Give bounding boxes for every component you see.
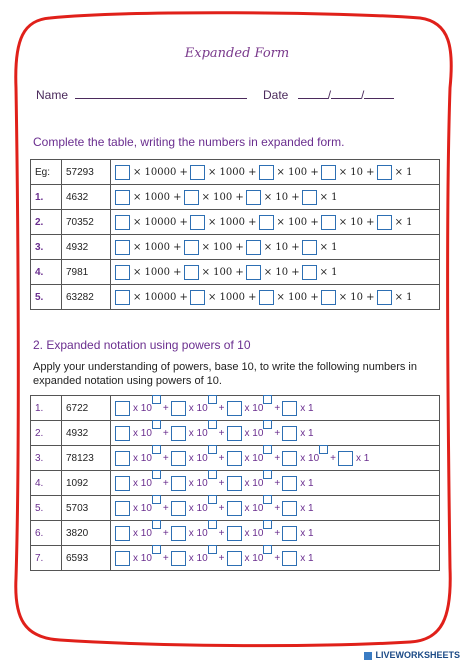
plus-sign: +	[162, 477, 169, 489]
date-day-line[interactable]	[298, 88, 328, 99]
term-operator: × 1	[319, 191, 338, 203]
table-row	[31, 546, 440, 571]
answer-box[interactable]	[282, 501, 297, 516]
power-base-text: x 10	[133, 502, 152, 514]
answer-box[interactable]	[282, 451, 297, 466]
row-number: 5703	[62, 496, 111, 521]
answer-box[interactable]	[321, 290, 336, 305]
exponent-box[interactable]	[152, 445, 161, 454]
power-of-ten	[133, 478, 152, 489]
row-number: 4632	[62, 185, 111, 210]
plus-sign: +	[274, 527, 281, 539]
answer-box[interactable]	[282, 551, 297, 566]
plus-sign: +	[274, 552, 281, 564]
term-operator: × 10 +	[263, 266, 300, 278]
power-of-ten	[133, 453, 152, 464]
power-of-ten	[300, 453, 319, 464]
exponent-box[interactable]	[208, 470, 217, 479]
answer-box[interactable]	[246, 240, 261, 255]
table-row	[31, 521, 440, 546]
answer-box[interactable]	[115, 501, 130, 516]
answer-box[interactable]	[338, 451, 353, 466]
answer-box[interactable]	[171, 551, 186, 566]
table-row	[31, 185, 440, 210]
exponent-box[interactable]	[152, 420, 161, 429]
plus-sign: +	[162, 452, 169, 464]
answer-box[interactable]	[227, 451, 242, 466]
answer-box[interactable]	[184, 190, 199, 205]
row-expansion	[111, 446, 440, 471]
row-expansion	[111, 421, 440, 446]
power-base-text: x 10	[133, 402, 152, 414]
ones-term: x 1	[300, 552, 314, 564]
power-of-ten	[133, 528, 152, 539]
row-number: 3820	[62, 521, 111, 546]
row-expansion	[111, 285, 440, 310]
row-label: 2.	[31, 421, 62, 446]
row-label: 3.	[31, 235, 62, 260]
answer-box[interactable]	[302, 265, 317, 280]
plus-sign: +	[218, 477, 225, 489]
section1-heading: Complete the table, writing the numbers in expanded form.	[33, 135, 345, 149]
answer-box[interactable]	[115, 190, 130, 205]
answer-box[interactable]	[227, 526, 242, 541]
term-operator: × 10 +	[263, 191, 300, 203]
row-expansion	[111, 521, 440, 546]
term-operator: × 1000 +	[133, 241, 182, 253]
row-label: 4.	[31, 260, 62, 285]
plus-sign: +	[274, 452, 281, 464]
row-label: 6.	[31, 521, 62, 546]
power-of-ten	[189, 528, 208, 539]
table-row	[31, 421, 440, 446]
answer-box[interactable]	[227, 501, 242, 516]
power-base-text: x 10	[133, 452, 152, 464]
term-operator: × 1	[394, 216, 413, 228]
plus-sign: +	[218, 527, 225, 539]
answer-box[interactable]	[115, 265, 130, 280]
power-of-ten	[133, 403, 152, 414]
answer-box[interactable]	[115, 215, 130, 230]
row-number: 4932	[62, 235, 111, 260]
term-operator: × 1	[319, 266, 338, 278]
table-row	[31, 210, 440, 235]
date-field	[263, 88, 394, 102]
exponent-box[interactable]	[208, 395, 217, 404]
term-operator: × 1000 +	[207, 166, 257, 178]
row-number: 6593	[62, 546, 111, 571]
answer-box[interactable]	[282, 476, 297, 491]
answer-box[interactable]	[115, 451, 130, 466]
power-base-text: x 10	[188, 452, 208, 464]
term-operator: × 10 +	[338, 166, 375, 178]
answer-box[interactable]	[302, 190, 317, 205]
name-label: Name	[36, 88, 69, 102]
answer-box[interactable]	[302, 240, 317, 255]
answer-box[interactable]	[246, 190, 261, 205]
term-operator: × 1000 +	[133, 191, 182, 203]
answer-box[interactable]	[246, 265, 261, 280]
ones-term: x 1	[300, 502, 314, 514]
date-label: Date	[263, 88, 289, 102]
answer-box[interactable]	[227, 476, 242, 491]
row-label: 4.	[31, 471, 62, 496]
power-of-ten	[245, 403, 264, 414]
term-operator: × 1000 +	[133, 266, 182, 278]
term-operator: × 1000 +	[207, 216, 257, 228]
table-row	[31, 285, 440, 310]
row-label: Eg:	[31, 160, 62, 185]
table-row	[31, 260, 440, 285]
power-base-text: x 10	[244, 552, 264, 564]
plus-sign: +	[218, 402, 225, 414]
plus-sign: +	[330, 452, 336, 464]
ones-term: x 1	[356, 452, 370, 464]
answer-box[interactable]	[227, 401, 242, 416]
footer-brand	[364, 650, 460, 660]
exponent-box[interactable]	[263, 545, 272, 554]
power-base-text: x 10	[188, 477, 208, 489]
answer-box[interactable]	[227, 426, 242, 441]
name-input-line[interactable]	[75, 88, 247, 99]
row-label: 2.	[31, 210, 62, 235]
power-base-text: x 10	[133, 552, 152, 564]
ones-term: x 1	[300, 402, 314, 414]
power-base-text: x 10	[133, 427, 152, 439]
ones-term: x 1	[300, 477, 314, 489]
plus-sign: +	[218, 427, 225, 439]
plus-sign: +	[218, 452, 225, 464]
row-number: 7981	[62, 260, 111, 285]
table-row	[31, 446, 440, 471]
plus-sign: +	[218, 502, 225, 514]
exponent-box[interactable]	[208, 545, 217, 554]
row-label: 5.	[31, 285, 62, 310]
power-base-text: x 10	[244, 502, 264, 514]
powers-of-ten-table	[30, 395, 440, 571]
exponent-box[interactable]	[152, 545, 161, 554]
term-operator: × 1	[394, 291, 413, 303]
power-base-text: x 10	[244, 427, 264, 439]
term-operator: × 10000 +	[133, 216, 188, 228]
power-base-text: x 10	[188, 502, 208, 514]
power-base-text: x 10	[300, 452, 320, 464]
exponent-box[interactable]	[152, 395, 161, 404]
exponent-box[interactable]	[152, 470, 161, 479]
answer-box[interactable]	[377, 215, 392, 230]
term-operator: × 100 +	[276, 216, 319, 228]
answer-box[interactable]	[190, 165, 205, 180]
answer-box[interactable]	[171, 426, 186, 441]
answer-box[interactable]	[115, 476, 130, 491]
answer-box[interactable]	[377, 165, 392, 180]
exponent-box[interactable]	[152, 495, 161, 504]
power-base-text: x 10	[244, 527, 264, 539]
expanded-form-table	[30, 159, 440, 310]
liveworksheets-logo-icon	[364, 652, 372, 660]
table-row	[31, 396, 440, 421]
ones-term: x 1	[300, 427, 314, 439]
plus-sign: +	[162, 502, 169, 514]
term-operator: × 10000 +	[133, 291, 188, 303]
exponent-box[interactable]	[263, 420, 272, 429]
row-label: 1.	[31, 185, 62, 210]
term-operator: × 10000 +	[133, 166, 188, 178]
answer-box[interactable]	[171, 501, 186, 516]
plus-sign: +	[218, 552, 225, 564]
row-expansion	[111, 235, 440, 260]
plus-sign: +	[162, 402, 169, 414]
answer-box[interactable]	[115, 165, 130, 180]
date-year-line[interactable]	[364, 88, 394, 99]
exponent-box[interactable]	[263, 395, 272, 404]
term-operator: × 100 +	[201, 191, 244, 203]
date-month-line[interactable]	[331, 88, 361, 99]
exponent-box[interactable]	[263, 445, 272, 454]
row-label: 5.	[31, 496, 62, 521]
power-base-text: x 10	[188, 402, 208, 414]
worksheet-title: Expanded Form	[184, 46, 290, 61]
power-of-ten	[133, 503, 152, 514]
exponent-box[interactable]	[208, 420, 217, 429]
power-of-ten	[245, 503, 264, 514]
exponent-box[interactable]	[263, 470, 272, 479]
ones-term: x 1	[300, 527, 314, 539]
exponent-box[interactable]	[319, 445, 328, 454]
row-number: 70352	[62, 210, 111, 235]
answer-box[interactable]	[171, 526, 186, 541]
power-of-ten	[133, 428, 152, 439]
term-operator: × 1	[394, 166, 413, 178]
power-of-ten	[245, 428, 264, 439]
power-of-ten	[245, 478, 264, 489]
power-base-text: x 10	[244, 402, 264, 414]
power-of-ten	[189, 553, 208, 564]
answer-box[interactable]	[227, 551, 242, 566]
row-number: 6722	[62, 396, 111, 421]
power-of-ten	[245, 528, 264, 539]
plus-sign: +	[274, 427, 281, 439]
power-of-ten	[245, 453, 264, 464]
plus-sign: +	[162, 527, 169, 539]
power-of-ten	[189, 403, 208, 414]
answer-box[interactable]	[321, 215, 336, 230]
power-base-text: x 10	[188, 427, 208, 439]
plus-sign: +	[162, 552, 169, 564]
row-number: 78123	[62, 446, 111, 471]
row-number: 57293	[62, 160, 111, 185]
exponent-box[interactable]	[263, 520, 272, 529]
power-of-ten	[245, 553, 264, 564]
answer-box[interactable]	[282, 426, 297, 441]
plus-sign: +	[162, 427, 169, 439]
exponent-box[interactable]	[208, 495, 217, 504]
power-base-text: x 10	[244, 477, 264, 489]
plus-sign: +	[274, 502, 281, 514]
answer-box[interactable]	[115, 240, 130, 255]
exponent-box[interactable]	[152, 520, 161, 529]
term-operator: × 10 +	[338, 291, 375, 303]
power-base-text: x 10	[244, 452, 264, 464]
answer-box[interactable]	[184, 240, 199, 255]
answer-box[interactable]	[171, 476, 186, 491]
term-operator: × 100 +	[276, 291, 319, 303]
answer-box[interactable]	[184, 265, 199, 280]
power-base-text: x 10	[188, 527, 208, 539]
exponent-box[interactable]	[208, 445, 217, 454]
row-label: 1.	[31, 396, 62, 421]
term-operator: × 10 +	[338, 216, 375, 228]
term-operator: × 100 +	[276, 166, 319, 178]
table-row	[31, 496, 440, 521]
term-operator: × 10 +	[263, 241, 300, 253]
answer-box[interactable]	[190, 215, 205, 230]
answer-box[interactable]	[259, 165, 274, 180]
section2-instructions: Apply your understanding of powers, base 10, to write the following numbers in expanded notation using powers of 10.	[33, 361, 417, 387]
answer-box[interactable]	[321, 165, 336, 180]
row-expansion	[111, 160, 440, 185]
power-base-text: x 10	[133, 527, 152, 539]
answer-box[interactable]	[377, 290, 392, 305]
power-of-ten	[189, 478, 208, 489]
row-expansion	[111, 471, 440, 496]
table-row	[31, 160, 440, 185]
row-label: 3.	[31, 446, 62, 471]
row-label: 7.	[31, 546, 62, 571]
table-row	[31, 471, 440, 496]
answer-box[interactable]	[115, 290, 130, 305]
row-expansion	[111, 496, 440, 521]
row-expansion	[111, 396, 440, 421]
row-expansion	[111, 260, 440, 285]
answer-box[interactable]	[115, 526, 130, 541]
answer-box[interactable]	[259, 215, 274, 230]
power-of-ten	[189, 503, 208, 514]
term-operator: × 100 +	[201, 266, 244, 278]
power-of-ten	[189, 453, 208, 464]
table-row	[31, 235, 440, 260]
answer-box[interactable]	[282, 401, 297, 416]
answer-box[interactable]	[115, 551, 130, 566]
term-operator: × 1	[319, 241, 338, 253]
date-separator: /	[327, 88, 332, 102]
answer-box[interactable]	[282, 526, 297, 541]
answer-box[interactable]	[190, 290, 205, 305]
name-field	[36, 88, 247, 102]
plus-sign: +	[274, 402, 281, 414]
row-number: 1092	[62, 471, 111, 496]
section2-heading: 2. Expanded notation using powers of 10	[33, 338, 251, 352]
power-base-text: x 10	[133, 477, 152, 489]
term-operator: × 100 +	[201, 241, 244, 253]
date-separator: /	[361, 88, 365, 102]
row-expansion	[111, 546, 440, 571]
answer-box[interactable]	[171, 401, 186, 416]
row-number: 4932	[62, 421, 111, 446]
answer-box[interactable]	[259, 290, 274, 305]
answer-box[interactable]	[115, 401, 130, 416]
row-expansion	[111, 185, 440, 210]
power-of-ten	[133, 553, 152, 564]
plus-sign: +	[274, 477, 281, 489]
power-of-ten	[189, 428, 208, 439]
term-operator: × 1000 +	[207, 291, 257, 303]
answer-box[interactable]	[171, 451, 186, 466]
power-base-text: x 10	[188, 552, 208, 564]
answer-box[interactable]	[115, 426, 130, 441]
exponent-box[interactable]	[263, 495, 272, 504]
exponent-box[interactable]	[208, 520, 217, 529]
footer-brand-text: LIVEWORKSHEETS	[375, 650, 460, 660]
row-expansion	[111, 210, 440, 235]
row-number: 63282	[62, 285, 111, 310]
